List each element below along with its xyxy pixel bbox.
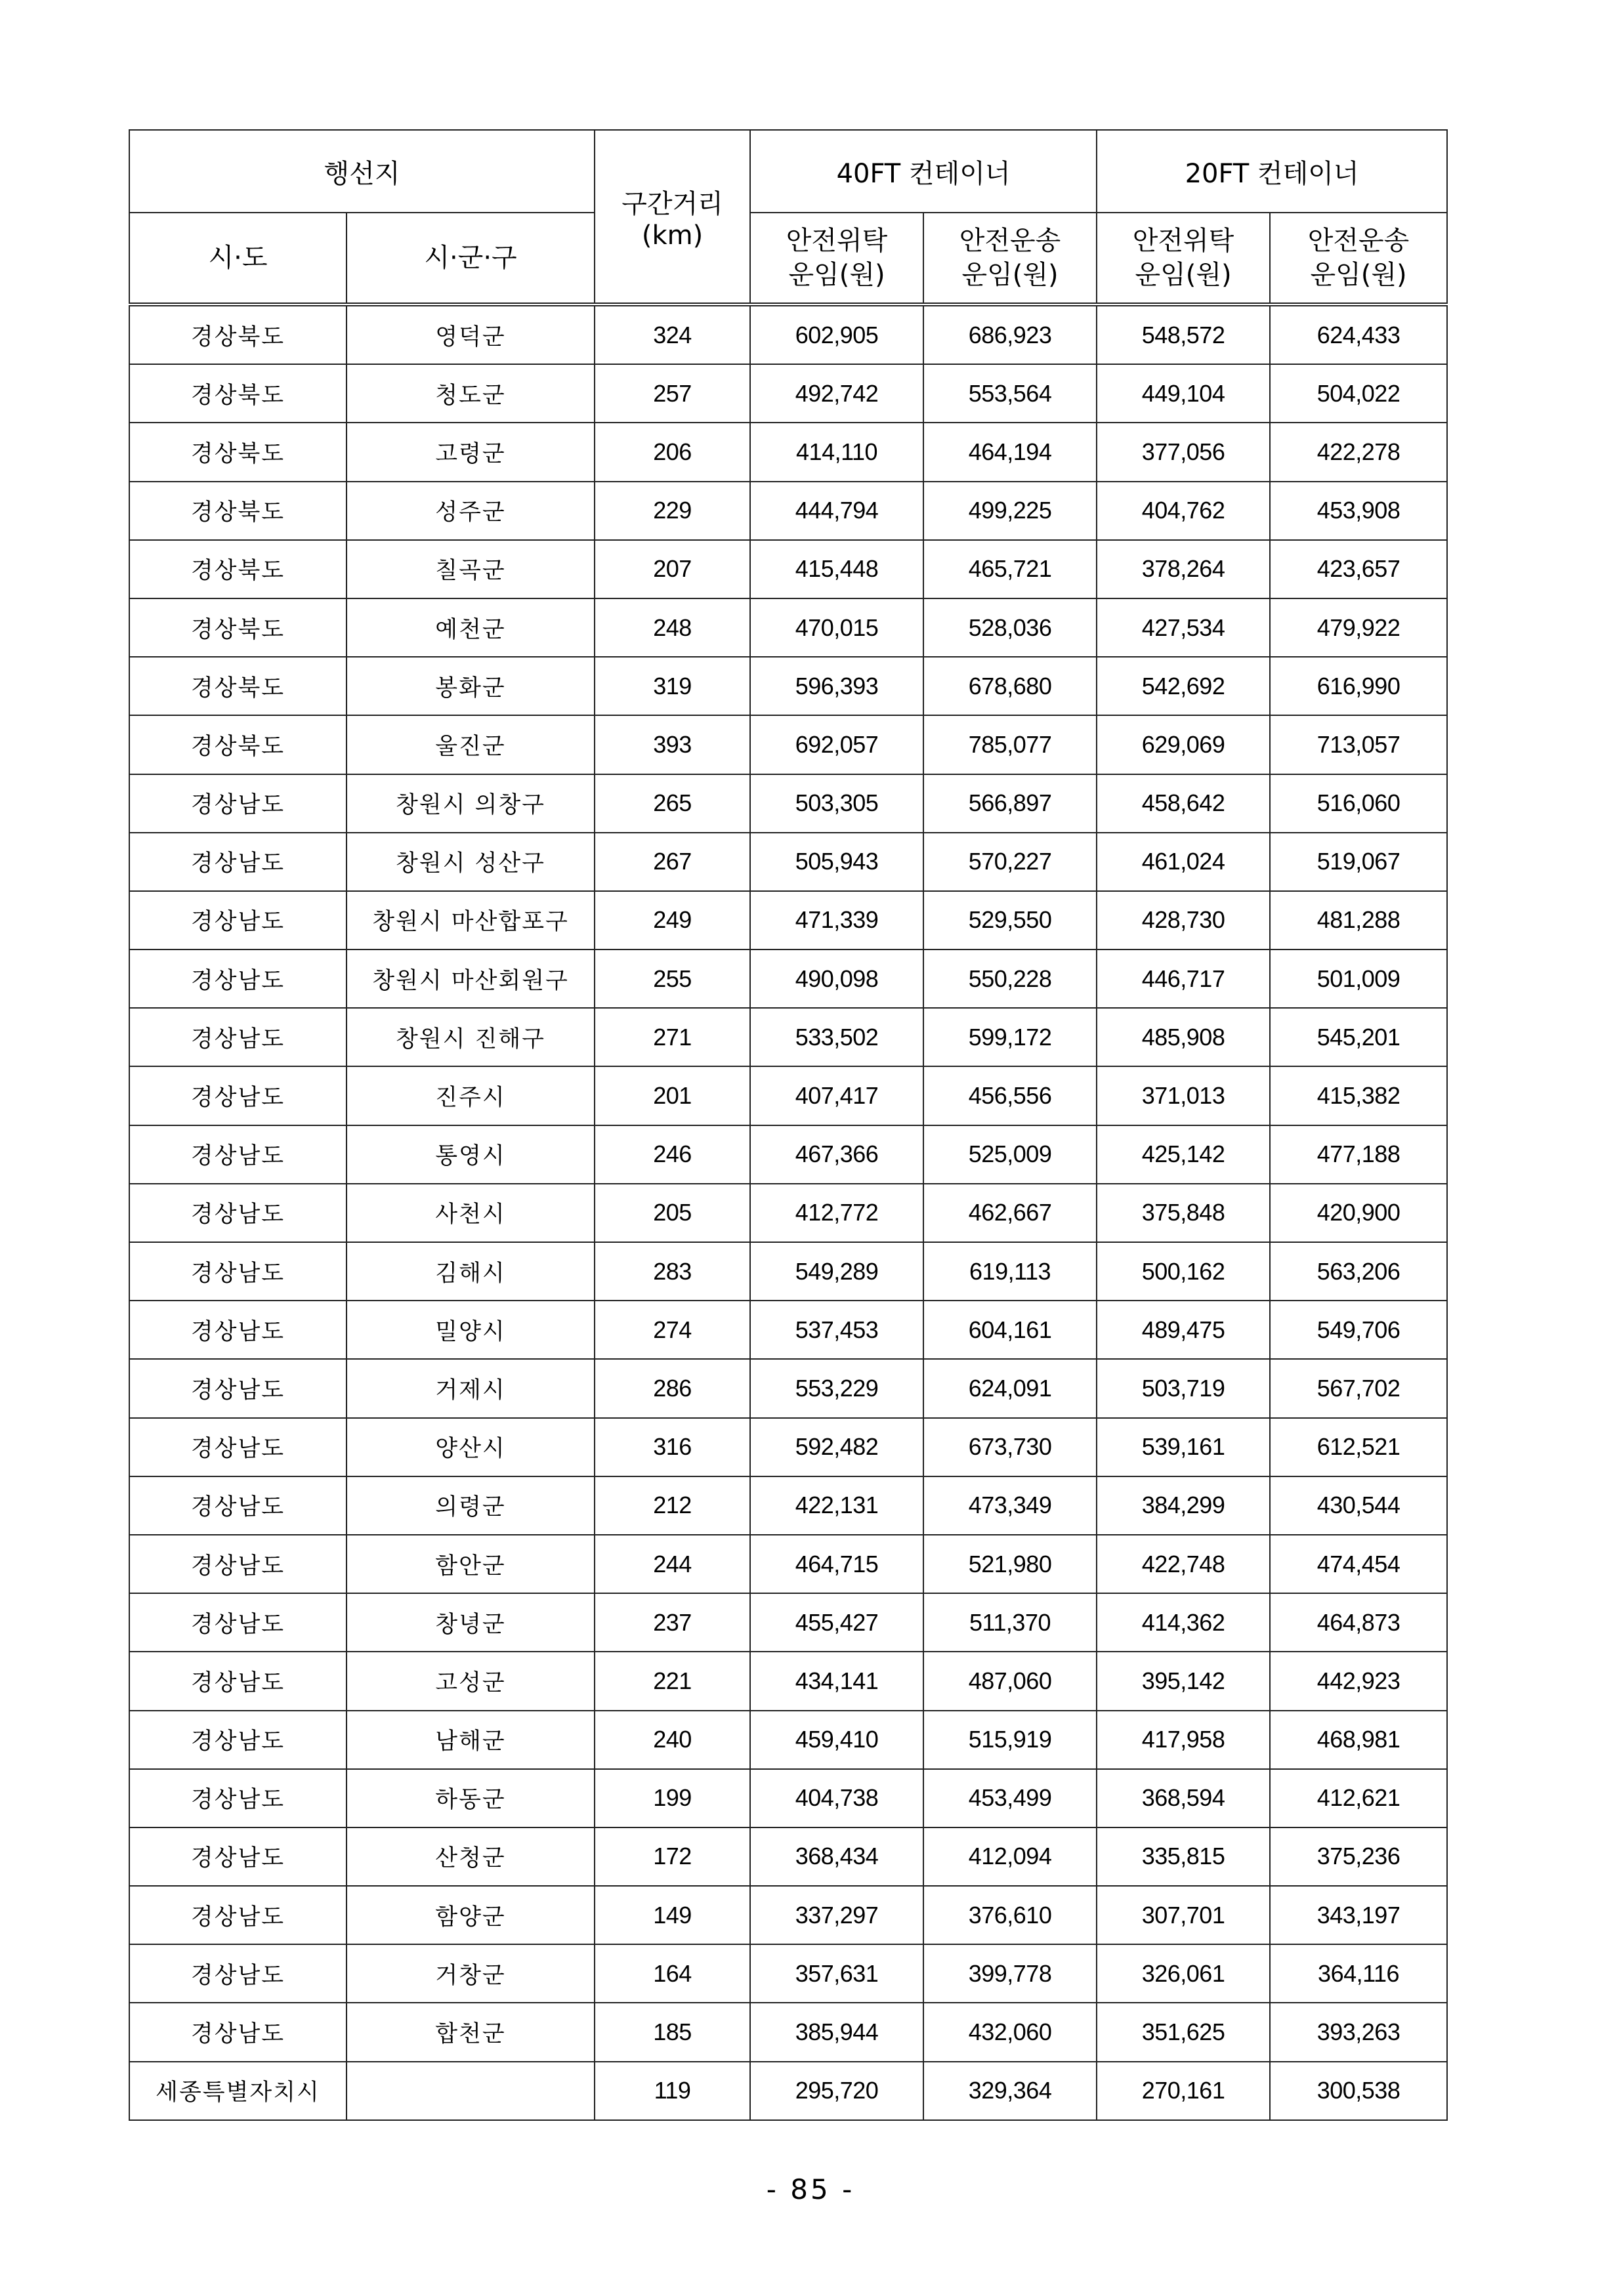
distance-cell: 286 (595, 1359, 750, 1417)
sido-cell: 경상남도 (129, 1476, 347, 1535)
ft40-consign-line2: 운임(원) (788, 260, 885, 290)
rate-table-body (129, 304, 1447, 2120)
distance-cell: 199 (595, 1769, 750, 1827)
ft40-transport-rate-cell: 553,564 (923, 364, 1097, 423)
ft20-consign-rate-cell: 384,299 (1097, 1476, 1270, 1535)
ft40-consign-rate-cell: 455,427 (750, 1593, 923, 1652)
table-row (129, 1242, 1447, 1301)
ft20-transport-rate-cell: 545,201 (1270, 1008, 1447, 1066)
ft40-consign-rate-cell: 459,410 (750, 1711, 923, 1769)
sigungu-cell: 통영시 (347, 1125, 595, 1184)
sido-cell: 경상남도 (129, 1711, 347, 1769)
ft40-consign-rate-cell: 407,417 (750, 1066, 923, 1125)
sigungu-cell: 영덕군 (347, 304, 595, 364)
sido-cell: 경상남도 (129, 774, 347, 833)
sido-cell: 경상남도 (129, 1886, 347, 1944)
ft40-transport-rate-cell: 673,730 (923, 1418, 1097, 1476)
ft40-transport-rate-cell: 412,094 (923, 1827, 1097, 1886)
table-row (129, 304, 1447, 364)
sigungu-cell: 사천시 (347, 1184, 595, 1242)
table-row (129, 1359, 1447, 1417)
ft40-consign-rate-cell: 464,715 (750, 1535, 923, 1593)
ft40-transport-rate-cell: 529,550 (923, 891, 1097, 950)
distance-cell: 257 (595, 364, 750, 423)
distance-cell: 240 (595, 1711, 750, 1769)
ft40-consign-line1: 안전위탁 (786, 226, 888, 256)
sigungu-cell: 거제시 (347, 1359, 595, 1417)
ft20-transport-rate-cell: 501,009 (1270, 950, 1447, 1008)
ft40-transport-rate-cell: 473,349 (923, 1476, 1097, 1535)
table-row (129, 1476, 1447, 1535)
ft40-consign-rate-cell: 444,794 (750, 482, 923, 540)
sigungu-cell: 창원시 성산구 (347, 833, 595, 891)
ft40-consign-rate-cell: 415,448 (750, 540, 923, 598)
sigungu-cell: 김해시 (347, 1242, 595, 1301)
ft40-consign-rate-cell: 492,742 (750, 364, 923, 423)
ft40-consign-rate-cell: 404,738 (750, 1769, 923, 1827)
ft20-consign-rate-cell: 414,362 (1097, 1593, 1270, 1652)
ft20-consign-rate-cell: 368,594 (1097, 1769, 1270, 1827)
table-row (129, 482, 1447, 540)
sigungu-cell: 창원시 마산회원구 (347, 950, 595, 1008)
ft40-transport-rate-cell: 521,980 (923, 1535, 1097, 1593)
sigungu-cell: 창원시 의창구 (347, 774, 595, 833)
ft40-transport-rate-cell: 678,680 (923, 657, 1097, 715)
sido-cell: 경상남도 (129, 1652, 347, 1710)
distance-cell: 249 (595, 891, 750, 950)
ft20-consign-rate-cell: 375,848 (1097, 1184, 1270, 1242)
sido-cell: 경상남도 (129, 1242, 347, 1301)
ft20-consign-rate-cell: 422,748 (1097, 1535, 1270, 1593)
sido-cell: 경상북도 (129, 598, 347, 657)
ft40-consign-rate-cell: 434,141 (750, 1652, 923, 1710)
ft40-consign-rate-cell: 412,772 (750, 1184, 923, 1242)
ft20-consign-rate-cell: 326,061 (1097, 1944, 1270, 2003)
sigungu-cell: 진주시 (347, 1066, 595, 1125)
distance-cell: 201 (595, 1066, 750, 1125)
ft40-consign-rate-cell: 414,110 (750, 423, 923, 481)
ft20-consign-rate-cell: 307,701 (1097, 1886, 1270, 1944)
ft40-transport-rate-cell: 432,060 (923, 2003, 1097, 2061)
ft20-transport-rate-cell: 415,382 (1270, 1066, 1447, 1125)
distance-cell: 237 (595, 1593, 750, 1652)
sigungu-cell: 고령군 (347, 423, 595, 481)
ft20-transport-rate-cell: 612,521 (1270, 1418, 1447, 1476)
sido-cell: 경상북도 (129, 715, 347, 774)
sido-cell: 경상북도 (129, 364, 347, 423)
ft20-transport-rate-cell: 519,067 (1270, 833, 1447, 891)
ft40-consign-rate-cell: 692,057 (750, 715, 923, 774)
sigungu-cell (347, 2062, 595, 2120)
ft40-transport-rate-cell: 487,060 (923, 1652, 1097, 1710)
ft40-transport-line1: 안전운송 (959, 226, 1061, 256)
ft20-transport-rate-cell: 364,116 (1270, 1944, 1447, 2003)
ft20-transport-rate-cell: 477,188 (1270, 1125, 1447, 1184)
sigungu-cell: 창원시 진해구 (347, 1008, 595, 1066)
ft40-consign-rate-cell: 602,905 (750, 304, 923, 364)
table-row (129, 1418, 1447, 1476)
distance-cell: 283 (595, 1242, 750, 1301)
destination-header: 행선지 (129, 130, 595, 213)
ft40-consign-rate-cell: 470,015 (750, 598, 923, 657)
ft40-transport-line2: 운임(원) (961, 260, 1059, 290)
ft20-consign-rate-cell: 485,908 (1097, 1008, 1270, 1066)
sigungu-cell: 합천군 (347, 2003, 595, 2061)
ft20-consign-rate-cell: 458,642 (1097, 774, 1270, 833)
sido-header: 시·도 (129, 213, 347, 304)
ft20-consign-rate-cell: 489,475 (1097, 1301, 1270, 1359)
ft40-consign-rate-cell: 385,944 (750, 2003, 923, 2061)
ft40-transport-rate-cell: 499,225 (923, 482, 1097, 540)
distance-cell: 149 (595, 1886, 750, 1944)
sido-cell: 경상남도 (129, 1184, 347, 1242)
ft20-transport-rate-header (1270, 213, 1447, 304)
table-row (129, 891, 1447, 950)
ft40-consign-rate-cell: 537,453 (750, 1301, 923, 1359)
sigungu-cell: 성주군 (347, 482, 595, 540)
ft20-transport-rate-cell: 375,236 (1270, 1827, 1447, 1886)
table-row (129, 833, 1447, 891)
sido-cell: 경상남도 (129, 1008, 347, 1066)
table-row (129, 1301, 1447, 1359)
ft40-consign-rate-cell: 549,289 (750, 1242, 923, 1301)
ft20-consign-rate-cell: 446,717 (1097, 950, 1270, 1008)
ft20-transport-rate-cell: 422,278 (1270, 423, 1447, 481)
distance-cell: 324 (595, 304, 750, 364)
distance-cell: 212 (595, 1476, 750, 1535)
ft40-consign-rate-cell: 295,720 (750, 2062, 923, 2120)
sido-cell: 경상남도 (129, 1593, 347, 1652)
ft40-header: 40FT 컨테이너 (750, 130, 1097, 213)
distance-cell: 185 (595, 2003, 750, 2061)
distance-cell: 205 (595, 1184, 750, 1242)
ft40-transport-rate-cell: 550,228 (923, 950, 1097, 1008)
table-row (129, 1008, 1447, 1066)
ft40-transport-rate-cell: 464,194 (923, 423, 1097, 481)
ft20-transport-rate-cell: 481,288 (1270, 891, 1447, 950)
sido-cell: 경상북도 (129, 657, 347, 715)
sido-cell: 경상남도 (129, 1827, 347, 1886)
ft20-transport-rate-cell: 393,263 (1270, 2003, 1447, 2061)
ft20-transport-rate-cell: 616,990 (1270, 657, 1447, 715)
ft40-transport-rate-cell: 570,227 (923, 833, 1097, 891)
distance-cell: 119 (595, 2062, 750, 2120)
ft40-consign-rate-header (750, 213, 923, 304)
ft20-consign-rate-cell: 404,762 (1097, 482, 1270, 540)
sigungu-header: 시·군·구 (347, 213, 595, 304)
ft40-transport-rate-cell: 453,499 (923, 1769, 1097, 1827)
ft20-transport-rate-cell: 412,621 (1270, 1769, 1447, 1827)
ft20-consign-rate-cell: 539,161 (1097, 1418, 1270, 1476)
ft20-consign-rate-cell: 449,104 (1097, 364, 1270, 423)
table-row (129, 423, 1447, 481)
ft40-consign-rate-cell: 553,229 (750, 1359, 923, 1417)
ft40-transport-rate-cell: 511,370 (923, 1593, 1097, 1652)
distance-cell: 244 (595, 1535, 750, 1593)
sigungu-cell: 칠곡군 (347, 540, 595, 598)
ft40-transport-rate-cell: 624,091 (923, 1359, 1097, 1417)
ft20-transport-rate-cell: 563,206 (1270, 1242, 1447, 1301)
ft40-transport-rate-cell: 465,721 (923, 540, 1097, 598)
ft20-consign-rate-cell: 335,815 (1097, 1827, 1270, 1886)
ft40-transport-rate-cell: 399,778 (923, 1944, 1097, 2003)
ft20-transport-rate-cell: 468,981 (1270, 1711, 1447, 1769)
distance-cell: 255 (595, 950, 750, 1008)
distance-cell: 164 (595, 1944, 750, 2003)
sigungu-cell: 산청군 (347, 1827, 595, 1886)
ft20-transport-rate-cell: 430,544 (1270, 1476, 1447, 1535)
sido-cell: 경상남도 (129, 833, 347, 891)
ft40-consign-rate-cell: 503,305 (750, 774, 923, 833)
ft40-transport-rate-header (923, 213, 1097, 304)
ft40-consign-rate-cell: 596,393 (750, 657, 923, 715)
sigungu-cell: 예천군 (347, 598, 595, 657)
distance-cell: 319 (595, 657, 750, 715)
sigungu-cell: 의령군 (347, 1476, 595, 1535)
ft40-consign-rate-cell: 533,502 (750, 1008, 923, 1066)
ft20-transport-rate-cell: 624,433 (1270, 304, 1447, 364)
distance-cell: 207 (595, 540, 750, 598)
distance-cell: 248 (595, 598, 750, 657)
ft40-consign-rate-cell: 357,631 (750, 1944, 923, 2003)
ft40-transport-rate-cell: 376,610 (923, 1886, 1097, 1944)
sigungu-cell: 밀양시 (347, 1301, 595, 1359)
ft20-transport-rate-cell: 343,197 (1270, 1886, 1447, 1944)
sido-cell: 경상남도 (129, 1769, 347, 1827)
ft20-consign-rate-cell: 417,958 (1097, 1711, 1270, 1769)
ft20-consign-rate-header (1097, 213, 1270, 304)
sido-cell: 경상북도 (129, 482, 347, 540)
ft20-consign-rate-cell: 270,161 (1097, 2062, 1270, 2120)
table-row (129, 1711, 1447, 1769)
ft20-transport-rate-cell: 567,702 (1270, 1359, 1447, 1417)
sido-cell: 경상남도 (129, 1359, 347, 1417)
sigungu-cell: 함양군 (347, 1886, 595, 1944)
distance-cell: 246 (595, 1125, 750, 1184)
sido-cell: 세종특별자치시 (129, 2062, 347, 2120)
ft40-transport-rate-cell: 456,556 (923, 1066, 1097, 1125)
sigungu-cell: 고성군 (347, 1652, 595, 1710)
ft20-transport-rate-cell: 420,900 (1270, 1184, 1447, 1242)
distance-cell: 221 (595, 1652, 750, 1710)
ft40-transport-rate-cell: 566,897 (923, 774, 1097, 833)
ft40-transport-rate-cell: 528,036 (923, 598, 1097, 657)
sido-cell: 경상남도 (129, 950, 347, 1008)
sido-cell: 경상남도 (129, 1301, 347, 1359)
table-row (129, 774, 1447, 833)
table-row (129, 1944, 1447, 2003)
ft40-transport-rate-cell: 619,113 (923, 1242, 1097, 1301)
ft40-transport-rate-cell: 686,923 (923, 304, 1097, 364)
ft20-transport-rate-cell: 442,923 (1270, 1652, 1447, 1710)
sigungu-cell: 울진군 (347, 715, 595, 774)
ft40-consign-rate-cell: 422,131 (750, 1476, 923, 1535)
sido-cell: 경상남도 (129, 1418, 347, 1476)
table-row (129, 1652, 1447, 1710)
table-row (129, 1769, 1447, 1827)
distance-cell: 271 (595, 1008, 750, 1066)
sigungu-cell: 청도군 (347, 364, 595, 423)
table-row (129, 1886, 1447, 1944)
sigungu-cell: 창녕군 (347, 1593, 595, 1652)
table-row (129, 598, 1447, 657)
sido-cell: 경상남도 (129, 1125, 347, 1184)
ft20-consign-rate-cell: 378,264 (1097, 540, 1270, 598)
table-row (129, 364, 1447, 423)
sido-cell: 경상북도 (129, 423, 347, 481)
distance-cell: 274 (595, 1301, 750, 1359)
distance-cell: 393 (595, 715, 750, 774)
ft20-transport-rate-cell: 423,657 (1270, 540, 1447, 598)
sido-cell: 경상남도 (129, 1944, 347, 2003)
ft20-header: 20FT 컨테이너 (1097, 130, 1447, 213)
ft20-consign-rate-cell: 428,730 (1097, 891, 1270, 950)
sido-cell: 경상남도 (129, 2003, 347, 2061)
ft20-consign-rate-cell: 548,572 (1097, 304, 1270, 364)
distance-cell: 229 (595, 482, 750, 540)
ft20-consign-rate-cell: 371,013 (1097, 1066, 1270, 1125)
ft20-transport-rate-cell: 504,022 (1270, 364, 1447, 423)
table-row (129, 2003, 1447, 2061)
table-row (129, 1593, 1447, 1652)
sigungu-cell: 거창군 (347, 1944, 595, 2003)
sido-cell: 경상남도 (129, 1066, 347, 1125)
sigungu-cell: 창원시 마산합포구 (347, 891, 595, 950)
ft40-transport-rate-cell: 462,667 (923, 1184, 1097, 1242)
ft40-consign-rate-cell: 467,366 (750, 1125, 923, 1184)
ft20-consign-rate-cell: 629,069 (1097, 715, 1270, 774)
ft20-consign-rate-cell: 425,142 (1097, 1125, 1270, 1184)
ft40-transport-rate-cell: 525,009 (923, 1125, 1097, 1184)
freight-rate-table (129, 129, 1448, 2121)
ft20-consign-rate-cell: 377,056 (1097, 423, 1270, 481)
ft20-consign-rate-cell: 427,534 (1097, 598, 1270, 657)
ft20-consign-line1: 안전위탁 (1132, 226, 1234, 256)
ft40-transport-rate-cell: 599,172 (923, 1008, 1097, 1066)
ft20-transport-rate-cell: 516,060 (1270, 774, 1447, 833)
ft20-consign-rate-cell: 461,024 (1097, 833, 1270, 891)
ft20-consign-rate-cell: 395,142 (1097, 1652, 1270, 1710)
sido-cell: 경상남도 (129, 1535, 347, 1593)
table-row (129, 2062, 1447, 2120)
page-number: - 85 - (766, 2173, 855, 2205)
sido-cell: 경상북도 (129, 540, 347, 598)
sigungu-cell: 함안군 (347, 1535, 595, 1593)
ft20-transport-rate-cell: 474,454 (1270, 1535, 1447, 1593)
distance-cell: 267 (595, 833, 750, 891)
ft20-consign-rate-cell: 542,692 (1097, 657, 1270, 715)
table-row (129, 715, 1447, 774)
distance-cell: 265 (595, 774, 750, 833)
ft20-consign-rate-cell: 351,625 (1097, 2003, 1270, 2061)
sigungu-cell: 하동군 (347, 1769, 595, 1827)
ft40-consign-rate-cell: 368,434 (750, 1827, 923, 1886)
table-row (129, 950, 1447, 1008)
ft20-transport-line2: 운임(원) (1310, 260, 1407, 290)
ft20-transport-line1: 안전운송 (1307, 226, 1410, 256)
table-row (129, 1066, 1447, 1125)
ft40-transport-rate-cell: 329,364 (923, 2062, 1097, 2120)
ft20-transport-rate-cell: 300,538 (1270, 2062, 1447, 2120)
distance-header (595, 130, 750, 304)
sido-cell: 경상남도 (129, 891, 347, 950)
distance-header-line1: 구간거리 (621, 188, 723, 219)
table-row (129, 1125, 1447, 1184)
ft20-transport-rate-cell: 713,057 (1270, 715, 1447, 774)
ft20-consign-line2: 운임(원) (1135, 260, 1232, 290)
ft20-transport-rate-cell: 464,873 (1270, 1593, 1447, 1652)
table-row (129, 540, 1447, 598)
sigungu-cell: 남해군 (347, 1711, 595, 1769)
ft40-transport-rate-cell: 785,077 (923, 715, 1097, 774)
ft20-transport-rate-cell: 549,706 (1270, 1301, 1447, 1359)
table-row (129, 1184, 1447, 1242)
table-row (129, 1827, 1447, 1886)
table-row (129, 657, 1447, 715)
table-row (129, 1535, 1447, 1593)
ft20-transport-rate-cell: 453,908 (1270, 482, 1447, 540)
ft40-consign-rate-cell: 337,297 (750, 1886, 923, 1944)
distance-cell: 316 (595, 1418, 750, 1476)
sigungu-cell: 봉화군 (347, 657, 595, 715)
ft20-consign-rate-cell: 503,719 (1097, 1359, 1270, 1417)
distance-cell: 206 (595, 423, 750, 481)
distance-cell: 172 (595, 1827, 750, 1886)
distance-header-line2: (km) (641, 220, 704, 251)
ft20-transport-rate-cell: 479,922 (1270, 598, 1447, 657)
sigungu-cell: 양산시 (347, 1418, 595, 1476)
ft40-consign-rate-cell: 592,482 (750, 1418, 923, 1476)
ft40-consign-rate-cell: 505,943 (750, 833, 923, 891)
sido-cell: 경상북도 (129, 304, 347, 364)
ft40-consign-rate-cell: 471,339 (750, 891, 923, 950)
ft40-consign-rate-cell: 490,098 (750, 950, 923, 1008)
ft40-transport-rate-cell: 604,161 (923, 1301, 1097, 1359)
ft40-transport-rate-cell: 515,919 (923, 1711, 1097, 1769)
ft20-consign-rate-cell: 500,162 (1097, 1242, 1270, 1301)
